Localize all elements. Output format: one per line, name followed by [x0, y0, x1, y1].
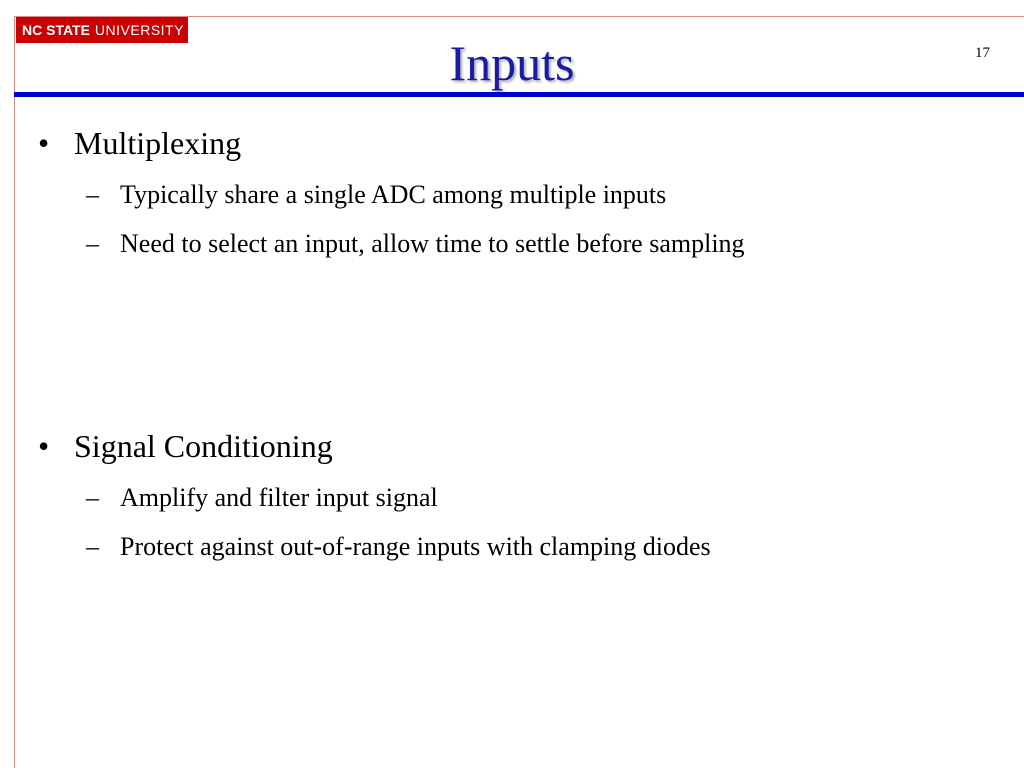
sub-bullet-text: Need to select an input, allow time to settle before sampling [120, 229, 745, 258]
sub-bullet-item [86, 534, 711, 560]
sub-bullet-text: Typically share a single ADC among multiple inputs [120, 180, 667, 209]
sub-bullet-marker: – [86, 532, 99, 561]
bullet-marker: • [38, 125, 50, 161]
sub-bullet-text: Protect against out-of-range inputs with clamping diodes [120, 532, 711, 561]
logo-light-text: UNIVERSITY [94, 22, 184, 38]
sub-bullet-item [86, 485, 438, 511]
sub-bullet-marker: – [86, 229, 99, 258]
bullet-marker: • [38, 428, 50, 464]
slide-title: Inputs [449, 35, 575, 91]
bullet-item [38, 127, 241, 159]
bullet-text: Signal Conditioning [74, 428, 333, 464]
sub-bullet-marker: – [86, 483, 99, 512]
sub-bullet-text: Amplify and filter input signal [120, 483, 438, 512]
sub-bullet-item [86, 231, 745, 257]
bullet-text: Multiplexing [74, 125, 242, 161]
page-number: 17 [975, 45, 990, 61]
logo-bold-text: NC STATE [22, 22, 90, 38]
title-underline-rule [14, 92, 1024, 97]
sub-bullet-item [86, 182, 666, 208]
bullet-item [38, 430, 333, 462]
frame-left-line [14, 16, 15, 768]
sub-bullet-marker: – [86, 180, 99, 209]
